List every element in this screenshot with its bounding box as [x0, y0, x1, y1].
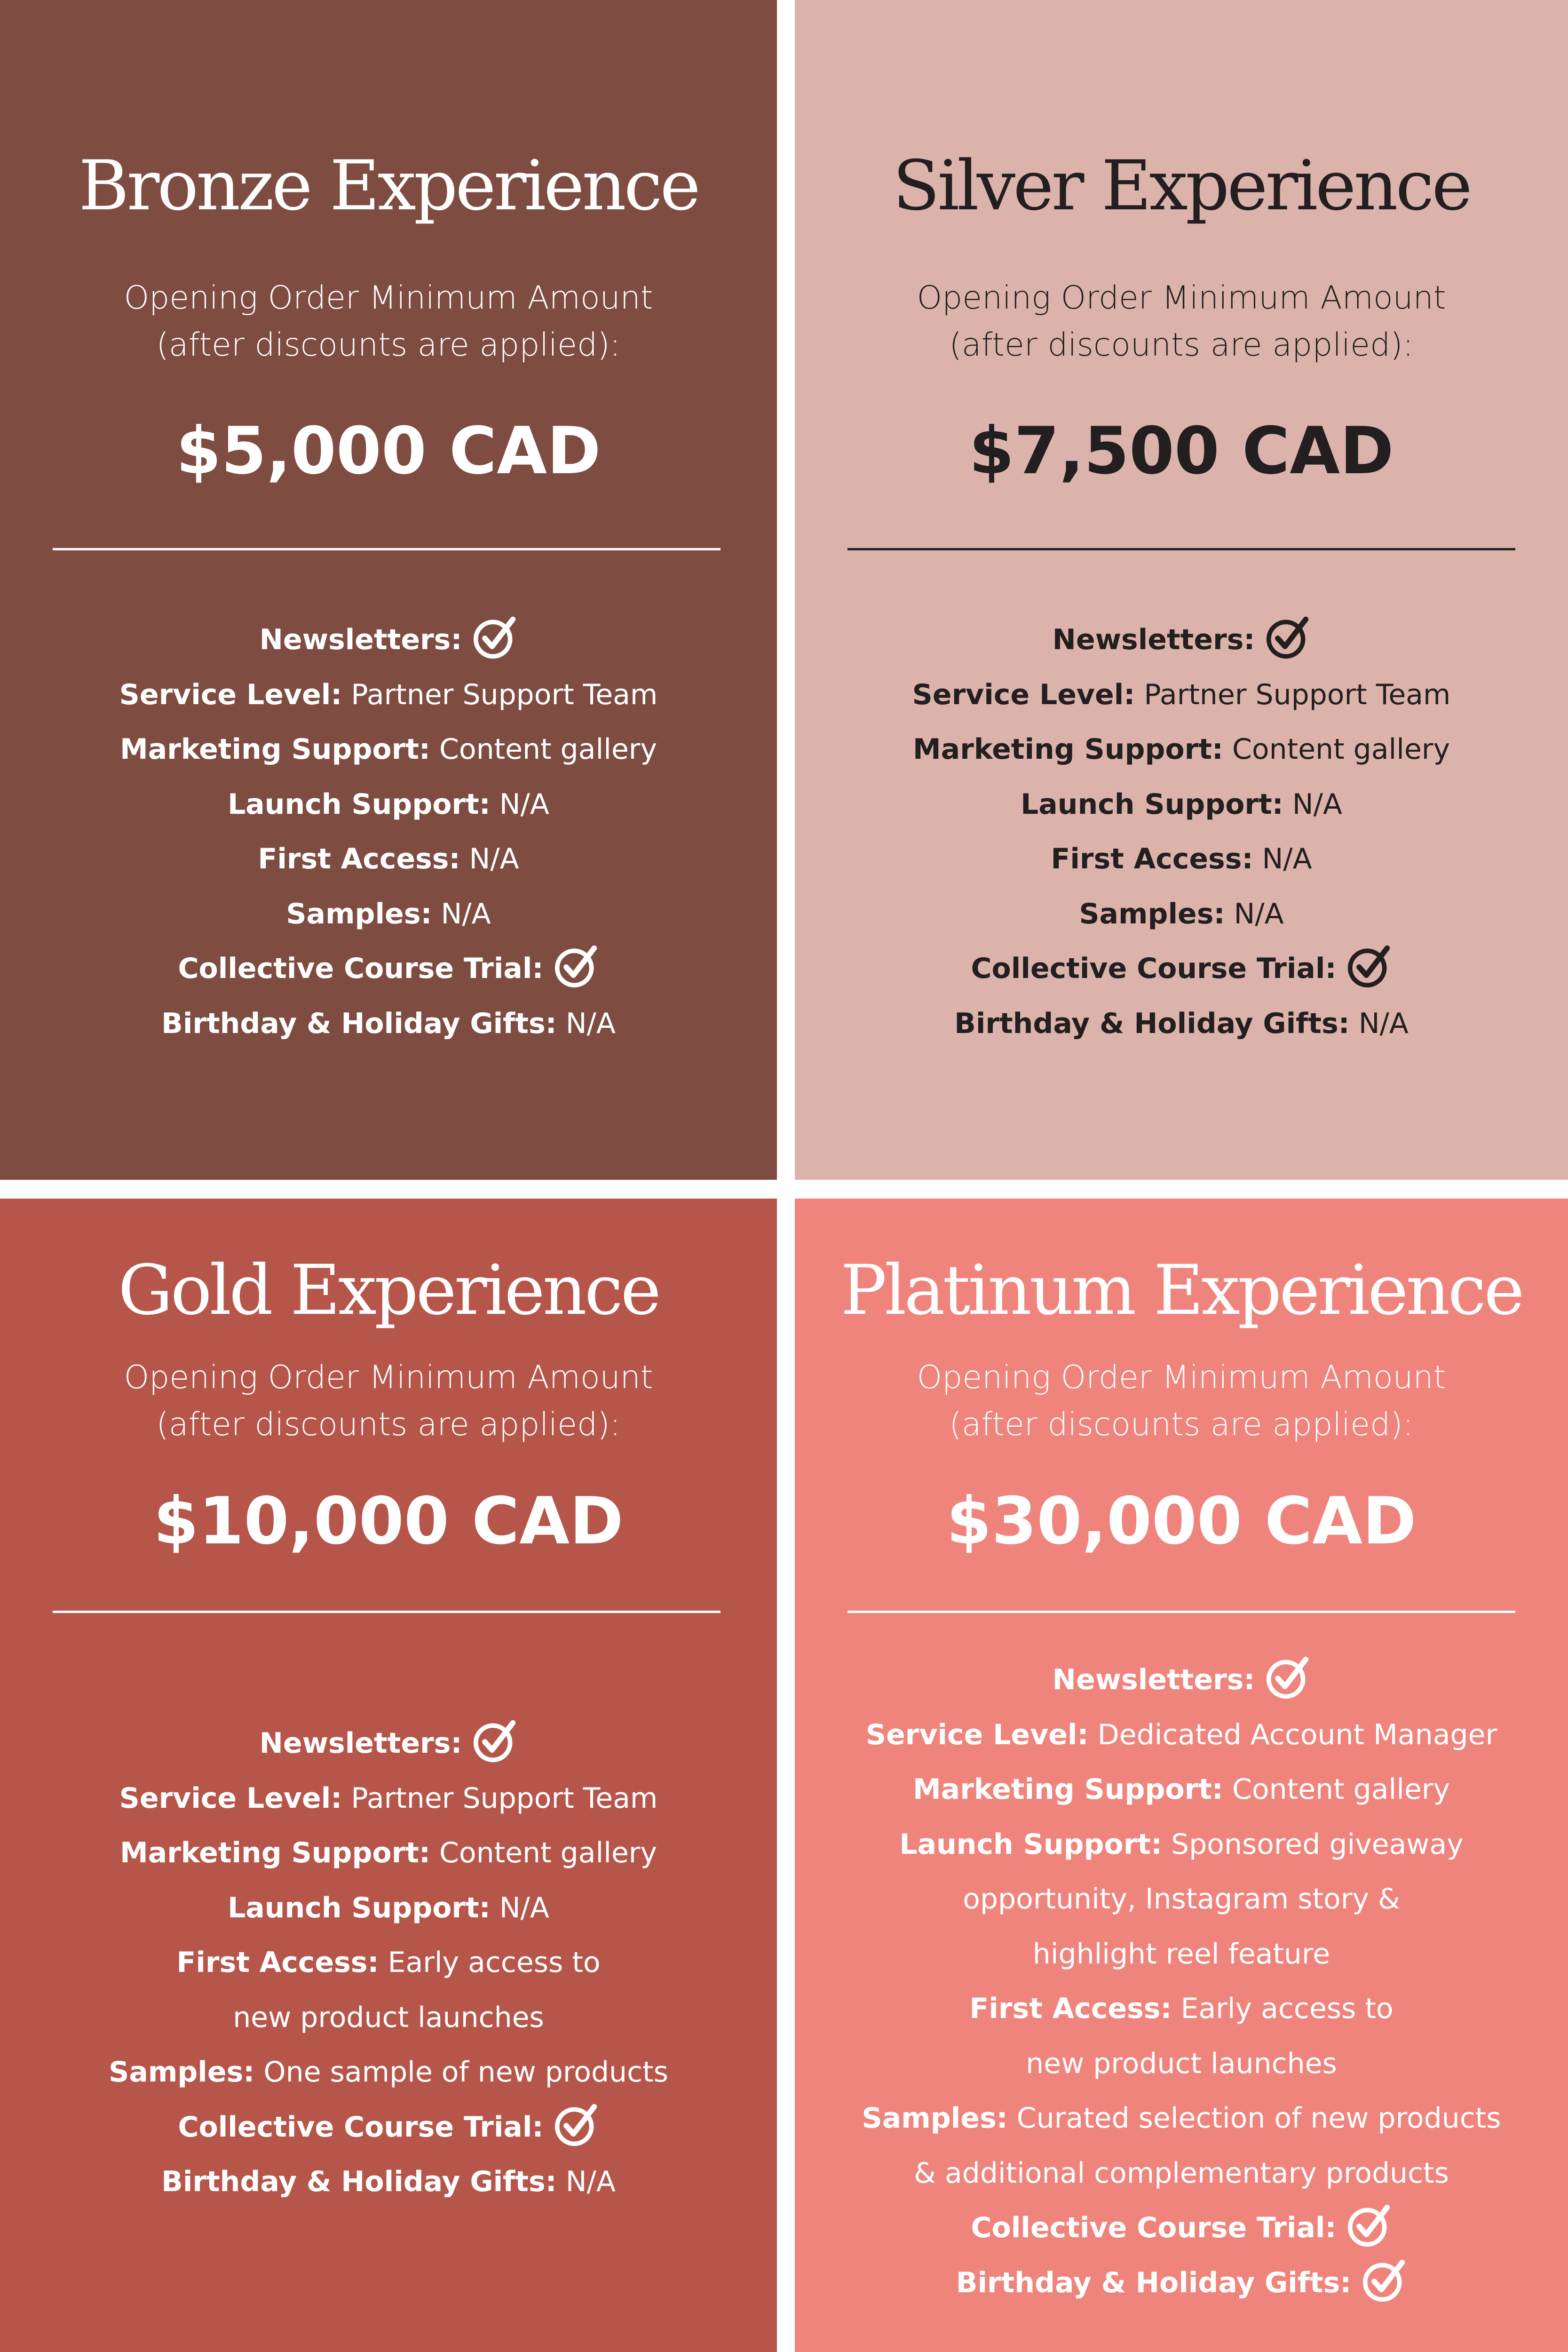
minimum-amount: $10,000 CAD [153, 1483, 624, 1559]
feature-list [795, 612, 1568, 1051]
bronze-tier-card [0, 0, 777, 1180]
feature-marketing-support: Marketing Support: Content gallery [913, 733, 1450, 766]
divider [53, 548, 721, 550]
platinum-tier-card [795, 1199, 1568, 2352]
minimum-label-line1: Opening Order Minimum Amount [917, 279, 1446, 317]
feature-service-level: Service Level: Partner Support Team [119, 678, 658, 711]
feature-course-trial: Collective Course Trial: [0, 2100, 777, 2155]
check-icon [554, 2102, 599, 2147]
feature-launch-support-cont: highlight reel feature [1032, 1937, 1330, 1971]
feature-course-trial: Collective Course Trial: [0, 941, 777, 996]
feature-course-trial: Collective Course Trial: [795, 2201, 1568, 2256]
check-icon [1346, 2203, 1392, 2248]
feature-first-access-cont: new product launches [1026, 2047, 1337, 2080]
feature-launch-support: Launch Support: N/A [1021, 787, 1342, 821]
minimum-label-line1: Opening Order Minimum Amount [124, 1359, 653, 1396]
check-icon [1362, 2258, 1407, 2303]
gold-tier-card [0, 1199, 777, 2352]
feature-marketing-support: Marketing Support: Content gallery [120, 1836, 657, 1869]
tier-title: Platinum Experience [840, 1250, 1522, 1330]
feature-samples: Samples: N/A [1079, 897, 1284, 930]
minimum-label-line2: (after discounts are applied): [949, 326, 1414, 364]
check-icon [472, 1718, 517, 1764]
feature-gifts: Birthday & Holiday Gifts: N/A [161, 2165, 616, 2198]
feature-newsletters: Newsletters: [0, 612, 777, 667]
feature-samples-cont: & additional complementary products [914, 2156, 1449, 2190]
tier-title: Gold Experience [118, 1250, 659, 1330]
divider [53, 1611, 721, 1613]
feature-course-trial: Collective Course Trial: [795, 941, 1568, 996]
feature-marketing-support: Marketing Support: Content gallery [120, 733, 657, 766]
feature-marketing-support: Marketing Support: Content gallery [913, 1773, 1450, 1806]
feature-gifts: Birthday & Holiday Gifts: N/A [161, 1007, 616, 1040]
check-icon [1265, 1655, 1310, 1700]
minimum-label-line1: Opening Order Minimum Amount [917, 1359, 1446, 1396]
tier-title: Silver Experience [893, 146, 1470, 226]
feature-launch-support-cont: opportunity, Instagram story & [963, 1883, 1400, 1915]
divider [847, 1611, 1515, 1613]
check-icon [554, 944, 599, 989]
tier-title: Bronze Experience [79, 146, 698, 226]
feature-list [0, 612, 777, 1051]
feature-gifts: Birthday & Holiday Gifts: [795, 2256, 1568, 2311]
feature-samples: Samples: Curated selection of new products [862, 2102, 1501, 2135]
feature-service-level: Service Level: Partner Support Team [912, 678, 1451, 711]
feature-first-access: First Access: N/A [258, 842, 519, 875]
feature-service-level: Service Level: Dedicated Account Manager [865, 1718, 1497, 1751]
divider [847, 548, 1515, 550]
check-icon [1265, 615, 1310, 660]
feature-first-access: First Access: Early access to [969, 1992, 1394, 2025]
feature-first-access-cont: new product launches [233, 2001, 544, 2034]
minimum-label-line2: (after discounts are applied): [949, 1406, 1414, 1443]
minimum-amount: $7,500 CAD [969, 413, 1394, 489]
feature-samples: Samples: One sample of new products [109, 2056, 668, 2089]
feature-gifts: Birthday & Holiday Gifts: N/A [954, 1007, 1409, 1040]
feature-launch-support: Launch Support: Sponsored giveaway [899, 1828, 1464, 1861]
check-icon [1346, 944, 1392, 989]
minimum-label-line2: (after discounts are applied): [156, 326, 621, 364]
feature-newsletters: Newsletters: [795, 1653, 1568, 1708]
minimum-label-line1: Opening Order Minimum Amount [124, 279, 653, 317]
silver-tier-card [795, 0, 1568, 1180]
feature-list [0, 1716, 777, 2209]
feature-launch-support: Launch Support: N/A [228, 787, 549, 821]
feature-service-level: Service Level: Partner Support Team [119, 1781, 658, 1815]
feature-list [795, 1653, 1568, 2310]
check-icon [472, 615, 517, 660]
minimum-label-line2: (after discounts are applied): [156, 1406, 621, 1443]
minimum-amount: $5,000 CAD [176, 413, 601, 489]
feature-samples: Samples: N/A [286, 897, 491, 930]
feature-first-access: First Access: N/A [1051, 842, 1312, 875]
minimum-amount: $30,000 CAD [946, 1483, 1417, 1559]
feature-launch-support: Launch Support: N/A [228, 1891, 549, 1924]
feature-newsletters: Newsletters: [0, 1716, 777, 1771]
feature-newsletters: Newsletters: [795, 612, 1568, 667]
feature-first-access: First Access: Early access to [176, 1946, 601, 1979]
